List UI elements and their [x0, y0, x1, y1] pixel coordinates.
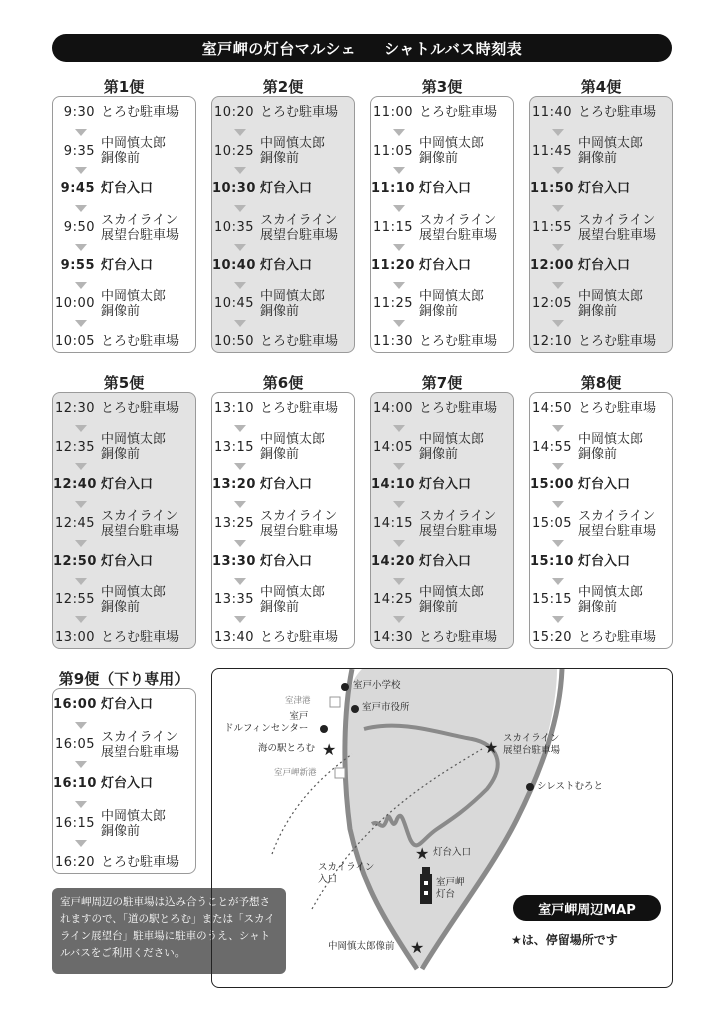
down-arrow-icon [75, 722, 87, 729]
down-arrow-icon [234, 501, 246, 508]
stop-row [212, 401, 354, 416]
map-title: 室戸岬周辺MAP [513, 895, 661, 921]
stop-name: とろむ駐車場 [260, 105, 339, 120]
down-arrow-icon [552, 205, 564, 212]
stop-row [53, 213, 195, 243]
stop-row [53, 334, 195, 349]
stop-row [212, 630, 354, 645]
stop-time: 16:15 [55, 816, 95, 831]
stop-row [530, 258, 672, 273]
stop-name: 中岡慎太郎 銅像前 [101, 288, 167, 319]
stop-time: 14:05 [373, 439, 413, 455]
header-title-bar [52, 34, 672, 62]
stop-name: 灯台入口 [578, 477, 631, 493]
stop-time: 12:55 [55, 592, 95, 608]
down-arrow-icon [393, 282, 405, 289]
stop-time: 10:35 [214, 220, 254, 235]
stop-name: 灯台入口 [260, 181, 313, 197]
stop-name: とろむ駐車場 [260, 630, 339, 645]
down-arrow-icon [552, 463, 564, 470]
down-arrow-icon [75, 501, 87, 508]
stop-row [53, 697, 195, 712]
down-arrow-icon [393, 463, 405, 470]
stop-name: とろむ駐車場 [101, 855, 180, 870]
stop-time: 9:45 [60, 181, 95, 197]
parking-note: 室戸岬周辺の駐車場は込み合うことが予想されますので、「道の駅とろむ」または「スカイライン展望台」駐車場に駐車のうえ、シャトルバスをご利用ください。 [52, 888, 286, 974]
map-label-statue: 中岡慎太郎像前 [328, 941, 395, 952]
down-arrow-icon [552, 540, 564, 547]
stop-name: 中岡慎太郎 銅像前 [419, 432, 485, 463]
murotsu-port-mark [330, 697, 340, 707]
stop-name: スカイライン 展望台駐車場 [101, 508, 180, 539]
down-arrow-icon [552, 167, 564, 174]
down-arrow-icon [234, 616, 246, 623]
stop-row [530, 585, 672, 615]
down-arrow-icon [75, 282, 87, 289]
stop-row [530, 554, 672, 569]
stop-name: スカイライン 展望台駐車場 [419, 508, 498, 539]
stop-time: 12:30 [55, 401, 95, 416]
statue-star-icon: ★ [410, 938, 425, 957]
stop-name: とろむ駐車場 [260, 334, 339, 349]
stop-name: 灯台入口 [260, 477, 313, 493]
michinoeki-star-icon: ★ [322, 740, 337, 759]
stop-row [371, 630, 513, 645]
down-arrow-icon [552, 129, 564, 136]
stop-name: 灯台入口 [101, 776, 154, 791]
stop-time: 10:25 [214, 143, 254, 159]
stop-time: 10:50 [214, 334, 254, 349]
trip-label: 第7便 [421, 374, 463, 392]
stop-row [212, 136, 354, 166]
stop-time: 12:35 [55, 439, 95, 455]
stop-time: 11:45 [532, 143, 572, 159]
stop-name: とろむ駐車場 [101, 334, 180, 349]
stop-time: 15:05 [532, 516, 572, 531]
stop-time: 12:50 [53, 553, 97, 569]
stop-row [371, 289, 513, 319]
stop-row [212, 213, 354, 243]
stop-row [212, 289, 354, 319]
map-label-dolphin-center: 室戸 ドルフィンセンター [224, 711, 309, 734]
stop-time: 14:55 [532, 439, 572, 455]
stop-name: 灯台入口 [419, 477, 472, 493]
stop-name: とろむ駐車場 [578, 630, 657, 645]
stop-row [371, 213, 513, 243]
down-arrow-icon [234, 540, 246, 547]
stop-time: 12:00 [530, 257, 574, 273]
stop-row [212, 432, 354, 462]
trip-card [211, 392, 355, 649]
stop-time: 14:10 [371, 477, 415, 493]
stop-row [371, 585, 513, 615]
stop-time: 13:00 [55, 630, 95, 645]
down-arrow-icon [552, 282, 564, 289]
trip-label: 第2便 [262, 78, 304, 96]
stop-row [53, 554, 195, 569]
down-arrow-icon [234, 425, 246, 432]
stop-time: 9:50 [63, 220, 95, 235]
stop-name: とろむ駐車場 [419, 334, 498, 349]
down-arrow-icon [234, 320, 246, 327]
stop-name: 中岡慎太郎 銅像前 [578, 584, 644, 615]
stop-name: 灯台入口 [578, 257, 631, 273]
stop-time: 14:25 [373, 592, 413, 608]
stop-row [371, 554, 513, 569]
shinko-port-mark [335, 768, 345, 778]
stop-name: スカイライン 展望台駐車場 [260, 212, 339, 243]
map-label-michinoeki: 海の駅とろむ [258, 743, 316, 754]
stop-time: 14:20 [371, 553, 415, 569]
stop-time: 11:55 [532, 220, 572, 235]
stop-name: 灯台入口 [419, 257, 472, 273]
stop-name: とろむ駐車場 [101, 401, 180, 416]
stop-row [371, 401, 513, 416]
trip-card [52, 688, 196, 874]
trip-card [52, 392, 196, 649]
down-arrow-icon [393, 205, 405, 212]
down-arrow-icon [393, 244, 405, 251]
stop-time: 14:30 [373, 630, 413, 645]
stop-time: 10:45 [214, 296, 254, 312]
stop-row [212, 554, 354, 569]
stop-name: 灯台入口 [260, 553, 313, 569]
stop-time: 9:30 [63, 105, 95, 120]
down-arrow-icon [75, 167, 87, 174]
stop-name: とろむ駐車場 [578, 401, 657, 416]
trip-label: 第5便 [103, 374, 145, 392]
down-arrow-icon [393, 578, 405, 585]
stop-row [371, 181, 513, 196]
stop-row [53, 105, 195, 120]
stop-name: 中岡慎太郎 銅像前 [578, 432, 644, 463]
stop-time: 15:00 [530, 477, 574, 493]
down-arrow-icon [75, 463, 87, 470]
stop-row [371, 477, 513, 492]
down-arrow-icon [75, 616, 87, 623]
stop-time: 11:40 [532, 105, 572, 120]
city-hall-dot [351, 705, 359, 713]
map-label-city-hall: 室戸市役所 [362, 702, 410, 713]
trip-card [370, 96, 514, 353]
stop-time: 15:15 [532, 592, 572, 608]
stop-time: 11:00 [373, 105, 413, 120]
stop-name: 中岡慎太郎 銅像前 [578, 136, 644, 167]
stop-name: スカイライン 展望台駐車場 [260, 508, 339, 539]
stop-row [53, 181, 195, 196]
stop-name: スカイライン 展望台駐車場 [101, 212, 180, 243]
stop-time: 16:05 [55, 737, 95, 752]
stop-row [371, 334, 513, 349]
stop-name: 中岡慎太郎 銅像前 [419, 584, 485, 615]
stop-row [212, 258, 354, 273]
down-arrow-icon [75, 205, 87, 212]
down-arrow-icon [234, 167, 246, 174]
trip-label: 第1便 [103, 78, 145, 96]
lighthouse-entrance-star-icon: ★ [415, 844, 430, 863]
stop-name: 灯台入口 [578, 553, 631, 569]
stop-time: 10:05 [55, 334, 95, 349]
stop-time: 11:30 [373, 334, 413, 349]
stop-row [53, 258, 195, 273]
stop-name: 中岡慎太郎 銅像前 [260, 288, 326, 319]
stop-name: スカイライン 展望台駐車場 [101, 729, 180, 760]
header-title: 室戸岬の灯台マルシェ [201, 39, 357, 58]
stop-time: 16:00 [53, 697, 97, 712]
stop-name: 中岡慎太郎 銅像前 [101, 136, 167, 167]
dolphin-dot [320, 725, 328, 733]
stop-row [530, 289, 672, 319]
stop-time: 12:45 [55, 516, 95, 531]
stop-time: 13:20 [212, 477, 256, 493]
stop-name: 中岡慎太郎 銅像前 [419, 288, 485, 319]
stop-name: 灯台入口 [101, 477, 154, 493]
down-arrow-icon [393, 167, 405, 174]
stop-time: 9:35 [63, 143, 95, 159]
stop-row [530, 630, 672, 645]
map-label-skyline-parking: スカイライン 展望台駐車場 [503, 733, 561, 756]
map-label-seaside: シレストむろと [537, 781, 603, 792]
down-arrow-icon [552, 578, 564, 585]
stop-name: とろむ駐車場 [419, 401, 498, 416]
stop-name: 中岡慎太郎 銅像前 [419, 136, 485, 167]
trip-card [529, 96, 673, 353]
stop-time: 14:15 [373, 516, 413, 531]
stop-name: 中岡慎太郎 銅像前 [260, 432, 326, 463]
down-arrow-icon [393, 501, 405, 508]
stop-row [530, 105, 672, 120]
down-arrow-icon [75, 320, 87, 327]
stop-name: 灯台入口 [419, 553, 472, 569]
stop-name: 中岡慎太郎 銅像前 [260, 136, 326, 167]
stop-name: 灯台入口 [260, 257, 313, 273]
stop-row [212, 477, 354, 492]
stop-name: 中岡慎太郎 銅像前 [101, 808, 167, 839]
stop-row [53, 809, 195, 839]
stop-time: 12:10 [532, 334, 572, 349]
seaside-dot [526, 783, 534, 791]
stop-name: とろむ駐車場 [419, 105, 498, 120]
stop-row [530, 213, 672, 243]
stop-time: 13:15 [214, 439, 254, 455]
trip-card [211, 96, 355, 353]
down-arrow-icon [552, 244, 564, 251]
stop-row [53, 509, 195, 539]
down-arrow-icon [75, 129, 87, 136]
stop-row [530, 432, 672, 462]
stop-name: 灯台入口 [101, 553, 154, 569]
down-arrow-icon [75, 578, 87, 585]
down-arrow-icon [393, 425, 405, 432]
stop-row [53, 776, 195, 791]
stop-name: とろむ駐車場 [101, 105, 180, 120]
stop-time: 11:25 [373, 296, 413, 312]
trip-label: 第3便 [421, 78, 463, 96]
stop-time: 13:35 [214, 592, 254, 608]
trip-label: 第9便（下り専用） [58, 670, 190, 688]
stop-row [53, 401, 195, 416]
stop-name: スカイライン 展望台駐車場 [578, 508, 657, 539]
stop-name: スカイライン 展望台駐車場 [578, 212, 657, 243]
trip-label: 第6便 [262, 374, 304, 392]
map-label-murotsu-port: 室津港 [285, 696, 311, 706]
down-arrow-icon [552, 425, 564, 432]
stop-row [371, 432, 513, 462]
down-arrow-icon [234, 244, 246, 251]
stop-row [530, 181, 672, 196]
down-arrow-icon [234, 205, 246, 212]
stop-name: とろむ駐車場 [101, 630, 180, 645]
stop-time: 10:20 [214, 105, 254, 120]
stop-name: 灯台入口 [101, 697, 154, 712]
stop-time: 11:15 [373, 220, 413, 235]
down-arrow-icon [75, 840, 87, 847]
stop-name: とろむ駐車場 [578, 105, 657, 120]
down-arrow-icon [75, 801, 87, 808]
stop-row [530, 334, 672, 349]
down-arrow-icon [393, 540, 405, 547]
stop-row [212, 585, 354, 615]
trip-card [529, 392, 673, 649]
stop-name: とろむ駐車場 [578, 334, 657, 349]
down-arrow-icon [552, 320, 564, 327]
trip-label: 第8便 [580, 374, 622, 392]
down-arrow-icon [234, 578, 246, 585]
stop-time: 15:20 [532, 630, 572, 645]
stop-time: 14:00 [373, 401, 413, 416]
map-label-school: 室戸小学校 [353, 680, 401, 691]
down-arrow-icon [234, 129, 246, 136]
header-subtitle: シャトルバス時刻表 [384, 39, 523, 58]
down-arrow-icon [75, 540, 87, 547]
stop-time: 13:10 [214, 401, 254, 416]
stop-time: 13:30 [212, 553, 256, 569]
stop-name: 灯台入口 [419, 181, 472, 197]
stop-name: とろむ駐車場 [260, 401, 339, 416]
stop-time: 10:30 [212, 181, 256, 197]
stop-row [530, 477, 672, 492]
stop-row [530, 509, 672, 539]
down-arrow-icon [75, 761, 87, 768]
down-arrow-icon [234, 282, 246, 289]
stop-time: 9:55 [60, 257, 95, 273]
down-arrow-icon [552, 616, 564, 623]
stop-time: 11:10 [371, 181, 415, 197]
stop-name: 灯台入口 [101, 257, 154, 273]
stop-row [212, 105, 354, 120]
down-arrow-icon [75, 425, 87, 432]
map-label-shinko-port: 室戸岬新港 [274, 768, 317, 778]
down-arrow-icon [75, 244, 87, 251]
stop-name: 中岡慎太郎 銅像前 [578, 288, 644, 319]
stop-row [371, 509, 513, 539]
down-arrow-icon [393, 320, 405, 327]
stop-row [53, 477, 195, 492]
stop-row [371, 136, 513, 166]
stop-row [53, 289, 195, 319]
school-dot [341, 683, 349, 691]
stop-row [53, 585, 195, 615]
down-arrow-icon [552, 501, 564, 508]
stop-row [53, 136, 195, 166]
down-arrow-icon [393, 129, 405, 136]
stop-name: スカイライン 展望台駐車場 [419, 212, 498, 243]
stop-time: 10:40 [212, 257, 256, 273]
stop-row [212, 334, 354, 349]
map-label-skyline-entrance: スカイライン 入口 [318, 862, 375, 885]
stop-row [53, 432, 195, 462]
stop-row [53, 730, 195, 760]
stop-row [53, 855, 195, 870]
stop-time: 12:05 [532, 296, 572, 312]
stop-time: 15:10 [530, 553, 574, 569]
stop-time: 16:10 [53, 776, 97, 791]
trip-card [52, 96, 196, 353]
stop-name: 中岡慎太郎 銅像前 [101, 432, 167, 463]
stop-row [530, 136, 672, 166]
map-legend: ★は、停留場所です [511, 933, 618, 947]
stop-time: 11:05 [373, 143, 413, 159]
stop-name: 灯台入口 [101, 181, 154, 197]
stop-time: 16:20 [55, 855, 95, 870]
stop-row [530, 401, 672, 416]
stop-row [371, 105, 513, 120]
down-arrow-icon [234, 463, 246, 470]
stop-time: 13:25 [214, 516, 254, 531]
trip-label: 第4便 [580, 78, 622, 96]
stop-time: 10:00 [55, 296, 95, 312]
map-label-lighthouse: 室戸岬 灯台 [436, 877, 465, 900]
down-arrow-icon [393, 616, 405, 623]
stop-name: とろむ駐車場 [419, 630, 498, 645]
skyline-star-icon: ★ [484, 738, 499, 757]
stop-time: 14:50 [532, 401, 572, 416]
stop-time: 13:40 [214, 630, 254, 645]
stop-time: 11:50 [530, 181, 574, 197]
stop-time: 12:40 [53, 477, 97, 493]
stop-row [53, 630, 195, 645]
stop-time: 11:20 [371, 257, 415, 273]
trip-card [370, 392, 514, 649]
stop-row [212, 509, 354, 539]
stop-name: 中岡慎太郎 銅像前 [101, 584, 167, 615]
stop-row [212, 181, 354, 196]
stop-name: 中岡慎太郎 銅像前 [260, 584, 326, 615]
map-label-lighthouse-entrance: 灯台入口 [433, 847, 472, 858]
stop-name: 灯台入口 [578, 181, 631, 197]
stop-row [371, 258, 513, 273]
area-map [211, 668, 673, 988]
